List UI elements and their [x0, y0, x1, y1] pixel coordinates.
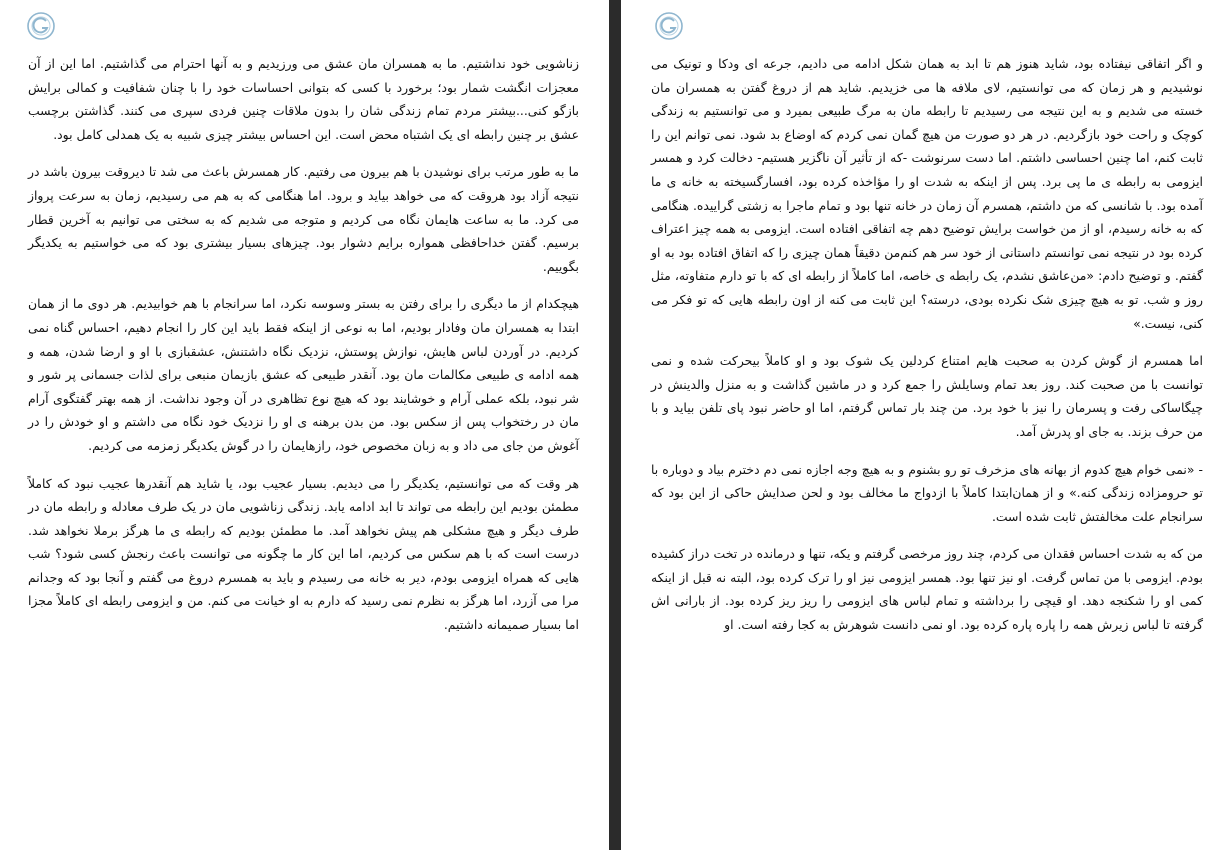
paragraph: - «نمی خوام هیچ کدوم از بهانه های مزخرف تو رو بشنوم و به هیچ وجه اجازه نمی دم دخترم بیاد و دوباره با تو حرومزاده زندگی کنه.» و از همان‌ابتدا کاملاً با ازدواج ما مخالف بود و لحن صدایش حاکی از این بود که سرانجام علت مخالفتش ثابت شده است.	[651, 461, 1203, 524]
right-page	[621, 0, 1229, 850]
circle-g-logo-icon	[654, 11, 684, 41]
left-page	[0, 0, 609, 850]
circle-g-logo-icon	[26, 11, 56, 41]
paragraph: اما همسرم از گوش کردن به صحبت هایم امتناع کردلین یک شوک بود و او کاملاً بیحرکت شده و نمی توانست با من صحبت کند. روز بعد تمام وسایلش را جمع کرد و در ماشین گذاشت و به منزل والدینش در چیگاساکی رفت و پسرمان را نیز با خود برد. من چند بار تماس گرفتم، اما او حاضر نبود پای تلفن بیاید و با من حرف بزند. به جای او پدرش آمد.	[651, 353, 1203, 439]
paragraph: هیچکدام از ما دیگری را برای رفتن به بستر وسوسه نکرد، اما سرانجام با هم خوابیدیم. هر دوی ما از همان ابتدا به همسران مان وفادار بودیم، اما به نوعی از اینکه فقط باید این کار را انجام دهیم، احساس گناه نمی کردیم. در آوردن لباس هایش، نوازش پوستش، نزدیک نگاه داشتنش، عشقبازی با او و ارضا شدن، همه و همه ادامه ی طبیعی مکالمات مان بود. آنقدر طبیعی که عشق بازیمان منبعی برای لذات جسمانی پر شور و شر نبود، بلکه عملی آرام و خوشایند بود که هیچ نوع تظاهری در آن وجود نداشت. از همه بهتر گفتگوی آرام مان در رختخواب پس از سکس بود. من بدن برهنه ی او را نزدیک خود نگاه می داشتم و او خودش را در آغوش من جای می داد و به زبان مخصوص خود، رازهایمان را در گوش یکدیگر زمزمه می کردیم.	[28, 296, 579, 453]
paragraph: هر وقت که می توانستیم، یکدیگر را می دیدیم. بسیار عجیب بود، یا شاید هم آنقدرها عجیب نبود که کاملاً مطمئن بودیم این رابطه می تواند تا ابد ادامه یابد. زندگی زناشویی مان در یک طرف معادله و رابطه مان در طرف دیگر و هیچ مشکلی هم پیش نخواهد آمد. ما مطمئن بودیم که رابطه ی ما هرگز برملا نخواهد شد. درست است که با هم سکس می کردیم، اما این کار ما چگونه می توانست باعث رنجش کسی شود؟ شب هایی که همراه ایزومی بودم، دیر به خانه می رسیدم و باید به همسرم دروغ می گفتم و آنجا بود که وجدانم مرا می آزرد، اما هرگز به نظرم نمی رسید که دارم به او خیانت می کنم. من و ایزومی رابطه ای کاملاً مجزا اما بسیار صمیمانه داشتیم.	[28, 475, 579, 633]
left-page-text	[28, 52, 579, 651]
paragraph: من که به شدت احساس فقدان می کردم، چند روز مرخصی گرفتم و یکه، تنها و درمانده در تخت دراز کشیده بودم. ایزومی با من تماس گرفت. او نیز تنها بود. همسر ایزومی نیز او را ترک کرده بود، البته نه قبل از اینکه کمی او را شکنجه دهد. او قیچی را برداشته و تمام لباس های ایزومی را ریز ریز کرده بود. از بارانی اش گرفته تا لباس زیرش همه را پاره پاره کرده بود. او نمی دانست شوهرش به کجا رفته است. او	[651, 546, 1203, 633]
paragraph: ما به طور مرتب برای نوشیدن با هم بیرون می رفتیم. کار همسرش باعث می شد تا دیروقت بیرون باشد در نتیجه آزاد بود هروقت که می خواهد بیاید و برود. اما هنگامی که به هم می رسیدیم، زمان به سرعت پرواز می کرد. ما به ساعت هایمان نگاه می کردیم و متوجه می شدیم که به سختی می توانیم به آخرین قطار برسیم. گفتن خداحافظی همواره برایم دشوار بود. چیزهای بسیار بیشتری بود که می خواستیم به یکدیگر بگوییم.	[28, 164, 579, 274]
right-page-text	[651, 52, 1203, 651]
paragraph: و اگر اتفاقی نیفتاده بود، شاید هنوز هم تا ابد به همان شکل ادامه می دادیم، جرعه ای ودکا و تونیک می نوشیدیم و هر زمان که می توانستیم، لای ملافه ها می خزیدیم. شاید هم از دروغ گفتن به همسران مان خسته می شدیم و به این نتیجه می رسیدیم تا رابطه مان به مرگ طبیعی بمیرد و می توانستیم به زندگی کوچک و راحت خود بازگردیم. در هر دو صورت من هیچ گمان نمی کردم که اوضاع بد شود. نمی توانم این را ثابت کنم، اما چنین احساسی داشتم. اما دست سرنوشت -که از تأثیر آن ناگزیر هستیم- دخالت کرد و همسر ایزومی به رابطه ی ما پی برد. پس از اینکه به شدت او را مؤاخذه کرده بود، افسارگسیخته به خانه ی ما آمده بود. با شانسی که من داشتم، همسرم آن زمان در خانه تنها بود و تمام ماجرا به زشتی گراییده. هنگامی که به خانه رسیدم، او از من خواست برایش توضیح دهم چه اتفاقی افتاده است. ایزومی به همه چیز اعتراف کرده بود در نتیجه نمی توانستم داستانی از خود سر هم کنم‌من دقیقاً همان چیزی را که اتفاق افتاده بود به او گفتم. و توضیح دادم: «من‌عاشق نشدم، یک رابطه ی خاصه، اما کاملاً از رابطه ای که با تو دارم متفاوته، مثل روز و شب. تو به هیچ چیزی شک نکرده بودی، درسته؟ این ثابت می کنه از اون رابطه هایی که تو فکر می کنی، نیست.»	[651, 56, 1203, 331]
paragraph: زناشویی خود نداشتیم. ما به همسران مان عشق می ورزیدیم و به آنها احترام می گذاشتیم. اما این از آن معجزات انگشت شمار بود؛ برخورد با کسی که بتوانی احساسات خود را با چنان شفافیت و کمالی برایش بازگو کنی...بیشتر مردم تمام زندگی شان را بدون ملاقات چنین فردی سپری می کنند. گذاشتن برچسب عشق بر چنین رابطه ای یک اشتباه محض است. این احساس بیشتر چیزی شبیه به یک همدلی کامل بود.	[28, 56, 579, 142]
page-divider	[609, 0, 621, 850]
